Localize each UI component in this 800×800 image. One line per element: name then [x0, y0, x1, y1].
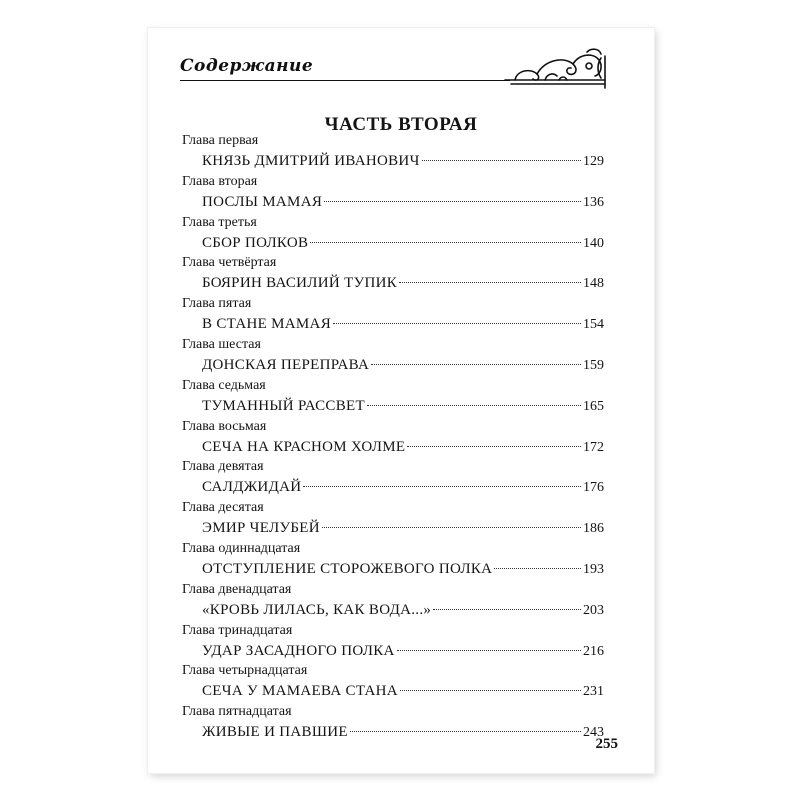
dot-leader [400, 690, 581, 691]
table-of-contents [182, 132, 604, 744]
chapter-page: 154 [583, 317, 604, 333]
toc-entry[interactable] [182, 540, 604, 581]
chapter-title: В СТАНЕ МАМАЯ [202, 316, 331, 333]
chapter-page: 203 [583, 602, 604, 618]
toc-entry[interactable] [182, 703, 604, 744]
toc-entry[interactable] [182, 214, 604, 255]
chapter-title: ТУМАННЫЙ РАССВЕТ [202, 397, 365, 414]
chapter-label: Глава седьмая [182, 377, 266, 393]
chapter-page: 129 [583, 154, 604, 169]
book-page [148, 28, 654, 773]
dot-leader [367, 405, 581, 406]
chapter-page: 231 [583, 684, 604, 700]
chapter-label: Глава шестая [182, 336, 261, 352]
chapter-page: 140 [583, 235, 604, 251]
chapter-title: УДАР ЗАСАДНОГО ПОЛКА [202, 642, 395, 659]
dot-leader [350, 731, 581, 732]
chapter-page: 172 [583, 439, 604, 455]
chapter-title: «КРОВЬ ЛИЛАСЬ, КАК ВОДА...» [202, 601, 432, 618]
header-rule [180, 80, 510, 81]
dot-leader [333, 323, 581, 324]
chapter-label: Глава пятая [182, 296, 252, 312]
toc-entry[interactable] [182, 499, 604, 540]
toc-entry[interactable] [182, 173, 604, 214]
toc-entry[interactable] [182, 295, 604, 336]
chapter-label: Глава первая [182, 133, 259, 148]
chapter-title: ЭМИР ЧЕЛУБЕЙ [202, 520, 320, 537]
toc-entry[interactable] [182, 254, 604, 295]
chapter-title: СЕЧА У МАМАЕВА СТАНА [202, 683, 398, 700]
dot-leader [422, 160, 581, 161]
chapter-page: 148 [583, 276, 604, 292]
toc-entry[interactable] [182, 377, 604, 418]
chapter-label: Глава пятнадцатая [182, 704, 292, 720]
dot-leader [371, 364, 581, 365]
part-title: ЧАСТЬ ВТОРАЯ [324, 114, 478, 135]
chapter-page: 193 [583, 561, 604, 577]
chapter-label: Глава третья [182, 214, 257, 230]
chapter-page: 176 [583, 480, 604, 496]
chapter-label: Глава четырнадцатая [182, 663, 308, 679]
chapter-title: ОТСТУПЛЕНИЕ СТОРОЖЕВОГО ПОЛКА [202, 560, 493, 577]
toc-entry[interactable] [182, 418, 604, 459]
chapter-title: СБОР ПОЛКОВ [202, 234, 309, 251]
chapter-title: КНЯЗЬ ДМИТРИЙ ИВАНОВИЧ [202, 153, 420, 169]
dot-leader [494, 568, 581, 569]
running-head-title: Содержание [180, 56, 314, 76]
chapter-page: 165 [583, 398, 604, 414]
toc-entry[interactable] [182, 336, 604, 377]
chapter-label: Глава десятая [182, 500, 264, 516]
chapter-title: САЛДЖИДАЙ [202, 479, 302, 496]
chapter-label: Глава двенадцатая [182, 581, 292, 597]
chapter-page: 136 [583, 194, 604, 210]
dot-leader [303, 486, 581, 487]
toc-entry[interactable] [182, 132, 604, 173]
chapter-title: ПОСЛЫ МАМАЯ [202, 193, 323, 210]
chapter-page: 243 [583, 725, 604, 741]
dot-leader [322, 527, 581, 528]
dot-leader [407, 446, 581, 447]
chapter-label: Глава тринадцатая [182, 622, 293, 638]
chapter-title: БОЯРИН ВАСИЛИЙ ТУПИК [202, 275, 398, 292]
toc-entry[interactable] [182, 581, 604, 622]
dot-leader [433, 609, 581, 610]
chapter-label: Глава одиннадцатая [182, 540, 301, 556]
chapter-label: Глава четвёртая [182, 255, 277, 271]
chapter-title: ЖИВЫЕ И ПАВШИЕ [202, 724, 348, 741]
chapter-title: ДОНСКАЯ ПЕРЕПРАВА [202, 356, 370, 373]
dot-leader [397, 650, 581, 651]
chapter-label: Глава девятая [182, 459, 264, 475]
dot-leader [399, 282, 581, 283]
chapter-label: Глава восьмая [182, 418, 267, 434]
chapter-title: СЕЧА НА КРАСНОМ ХОЛМЕ [202, 438, 406, 455]
toc-entry[interactable] [182, 622, 604, 663]
chapter-label: Глава вторая [182, 173, 258, 189]
toc-entry[interactable] [182, 662, 604, 703]
chapter-page: 216 [583, 643, 604, 659]
page-number: 255 [595, 736, 618, 752]
dot-leader [324, 201, 581, 202]
scroll-ornament-icon [501, 46, 611, 90]
chapter-page: 159 [583, 357, 604, 373]
dot-leader [310, 242, 581, 243]
toc-entry[interactable] [182, 458, 604, 499]
chapter-page: 186 [583, 521, 604, 537]
